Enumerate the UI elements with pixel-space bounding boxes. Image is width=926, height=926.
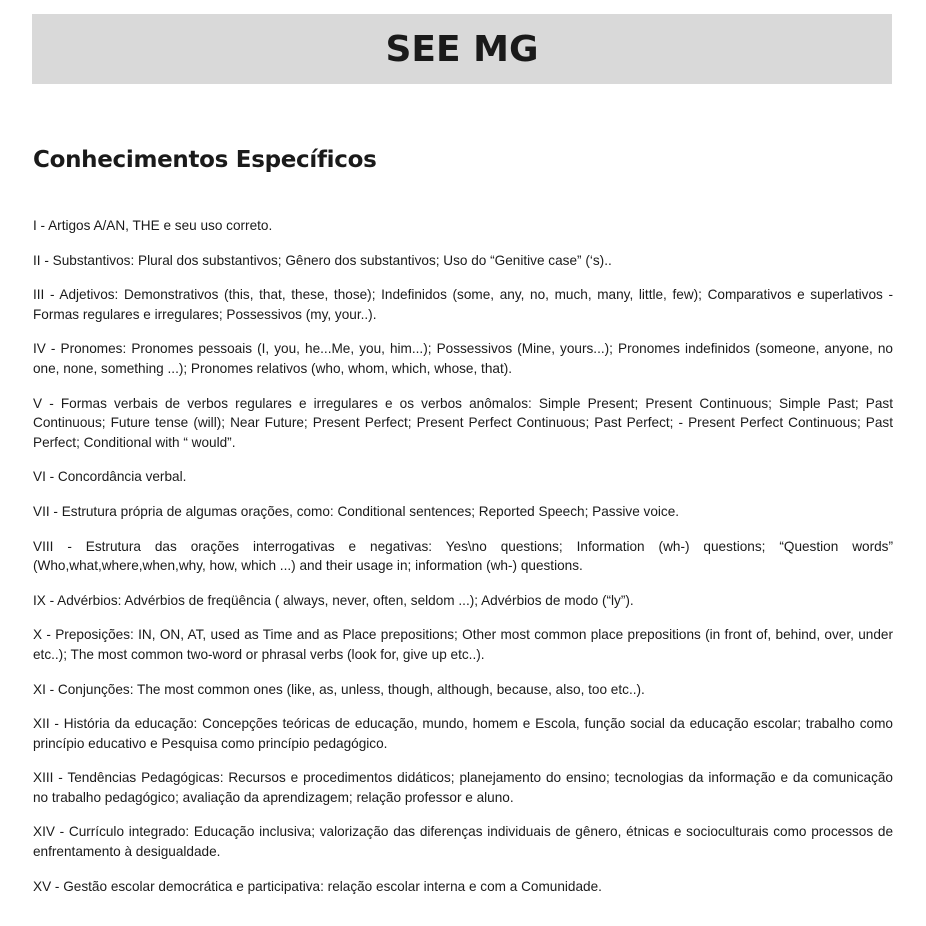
- topic-list: [33, 216, 893, 911]
- topic-item: XII - História da educação: Concepções teóricas de educação, mundo, homem e Escola, função social da educação escolar; trabalho como princípio educativo e Pesquisa como princípio pedagógico.: [33, 716, 893, 751]
- topic-item: IX - Advérbios: Advérbios de freqüência ( always, never, often, seldom ...); Advérbios de modo (“ly”).: [33, 592, 634, 608]
- topic-item: VII - Estrutura própria de algumas orações, como: Conditional sentences; Reported Speech; Passive voice.: [33, 503, 680, 519]
- topic-item: III - Adjetivos: Demonstrativos (this, that, these, those); Indefinidos (some, any, no, much, many, little, few); Comparativos e superlativos - Formas regulares e irregulares; Possessivos (my, your..).: [33, 287, 893, 322]
- topic-item: XIII - Tendências Pedagógicas: Recursos e procedimentos didáticos; planejamento do ensino; tecnologias da informação e da comunicação no trabalho pedagógico; avaliação da aprendizagem; relação professor e aluno.: [33, 770, 893, 805]
- topic-item: VI - Concordância verbal.: [33, 469, 187, 485]
- topic-item: XI - Conjunções: The most common ones (like, as, unless, though, although, because, also, too etc..).: [33, 681, 645, 697]
- section-heading: Conhecimentos Específicos: [33, 147, 377, 173]
- topic-item: VIII - Estrutura das orações interrogativas e negativas: Yes\no questions; Information (wh-) questions; “Question words” (Who,what,where,when,why, how, which ...) and their usage in; information (wh-) questions.: [33, 538, 893, 574]
- topic-item: I - Artigos A/AN, THE e seu uso correto.: [33, 218, 273, 233]
- topic-item: XV - Gestão escolar democrática e participativa: relação escolar interna e com a Comunidade.: [33, 878, 602, 894]
- topic-item: IV - Pronomes: Pronomes pessoais (I, you, he...Me, you, him...); Possessivos (Mine, yours...); Pronomes indefinidos (someone, anyone, no one, none, something ...); Pronomes relativos (who, whom, which, whose, that).: [33, 341, 893, 376]
- banner-title: SEE MG: [385, 28, 539, 70]
- header-banner: [32, 14, 892, 84]
- topic-item: V - Formas verbais de verbos regulares e irregulares e os verbos anômalos: Simple Present; Present Continuous; Simple Past; Past Continuous; Future tense (will); Near Future; Present Perfect; Present Perfect Continuous; Past Perfect; - Present Perfect Continuous; Past Perfect; Conditional with “ would”.: [33, 395, 893, 450]
- topic-item: II - Substantivos: Plural dos substantivos; Gênero dos substantivos; Uso do “Genitive case” (‘s)..: [33, 252, 612, 268]
- topic-item: X - Preposições: IN, ON, AT, used as Time and as Place prepositions; Other most common place prepositions (in front of, behind, over, under etc..); The most common two-word or phrasal verbs (look for, give up etc..).: [33, 627, 893, 662]
- topic-item: XIV - Currículo integrado: Educação inclusiva; valorização das diferenças individuais de gênero, étnicas e socioculturais como processos de enfrentamento à desigualdade.: [33, 824, 893, 860]
